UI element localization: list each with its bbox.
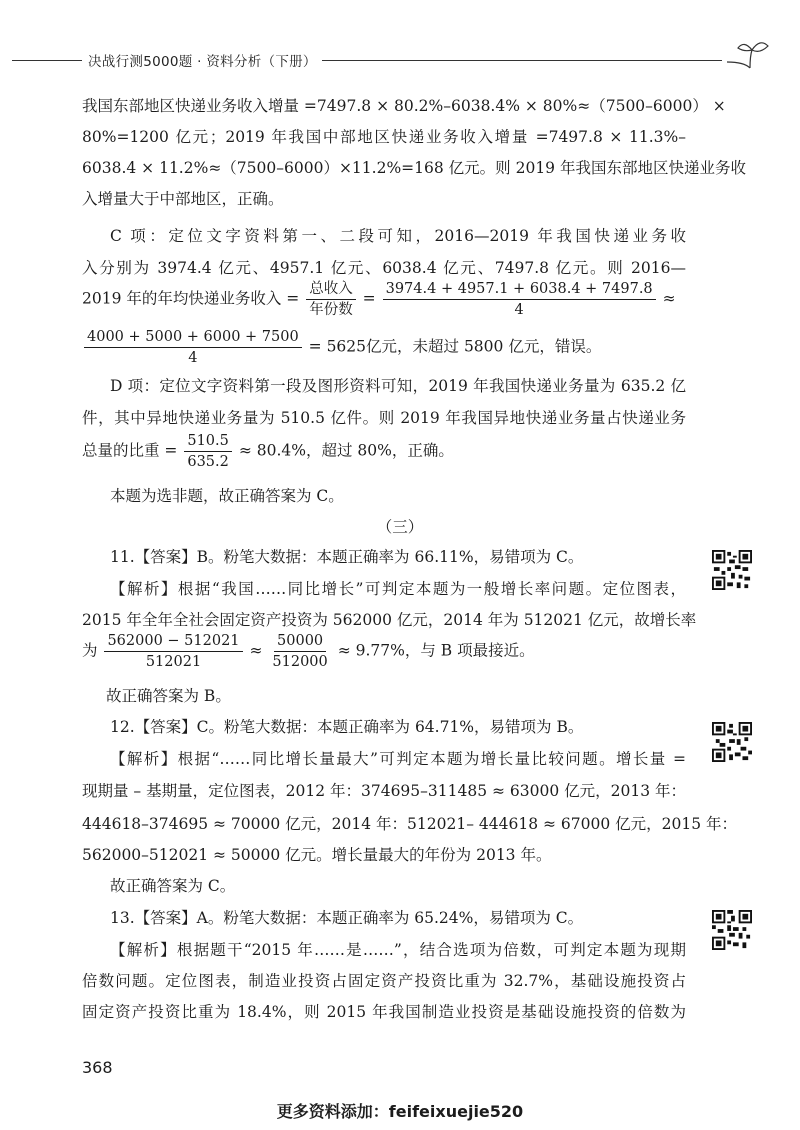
running-header [0,38,800,78]
fraction-denominator: 年份数 [309,302,353,318]
d-option-line1: D 项：定位文字资料第一段及图形资料可知，2019 年我国快递业务量为 635.2 亿 [110,377,686,395]
q12-explanation-line3: 444618–374695 ≈ 70000 亿元，2014 年：512021– 444618 ≈ 67000 亿元，2015 年： [82,815,738,833]
approx-sign: ≈ [249,641,263,660]
fraction-yearly-sum [383,280,656,319]
q11-formula [82,632,535,671]
q13-explanation-line3: 固定资产投资比重为 18.4%，则 2015 年我国制造业投资是基础设施投资的倍数为 [82,1003,686,1021]
q11-conclusion: 故正确答案为 B。 [106,687,231,705]
q11-explanation-line2: 2015 年全年全社会固定资产投资为 562000 亿元，2014 年为 512021 亿元，故增长率 [82,611,697,629]
q12-explanation-line2: 现期量 – 基期量，定位图表，2012 年：374695–311485 ≈ 63000 亿元，2013 年： [82,782,687,800]
answer-conclusion: 本题为选非题，故正确答案为 C。 [110,487,344,505]
q12-explanation-line1: 【解析】根据“……同比增长量最大”可判定本题为增长量比较问题。增长量 = [110,750,686,768]
fraction-denominator: 512000 [272,654,328,670]
fraction-total-income [306,280,356,319]
page-number: 368 [82,1058,113,1077]
header-rule-left [12,60,82,61]
fraction-denominator: 512021 [145,654,202,670]
d-option-formula [82,432,454,471]
c-option-formula [82,280,676,319]
fraction-numerator: 50000 [274,632,326,652]
fraction-numerator: 510.5 [184,432,232,452]
fraction-growth-approx [269,632,330,671]
fraction-share [184,432,232,471]
q11-formula-prefix: 为 [82,641,98,660]
b-option-line4: 入增量大于中部地区，正确。 [82,190,284,208]
fraction-denominator: 635.2 [187,454,229,470]
fraction-numerator: 562000 − 512021 [104,632,242,652]
q11-explanation-line1: 【解析】根据“我国……同比增长”可判定本题为一般增长率问题。定位图表， [110,580,686,598]
d-option-line2: 件，其中异地快递业务量为 510.5 亿件。则 2019 年我国异地快递业务量占快递业务 [82,409,686,427]
sprout-icon [722,38,772,70]
fraction-denominator: 4 [514,302,524,318]
footer-note: 更多资料添加：feifeixuejie520 [276,1102,524,1121]
c-option-conclusion: = 5625亿元，未超过 5800 亿元，错误。 [308,337,602,356]
c-option-line1: C 项：定位文字资料第一、二段可知，2016—2019 年我国快递业务收 [110,227,686,245]
section-title: （三） [376,518,424,536]
b-option-line2: 80%=1200 亿元；2019 年我国中部地区快递业务收入增量 =7497.8 × 11.3%– [82,128,686,146]
d-option-formula-prefix: 总量的比重 = [82,441,178,460]
qr-code-icon[interactable] [712,550,752,590]
q13-explanation-line2: 倍数问题。定位图表，制造业投资占固定资产投资比重为 32.7%，基础设施投资占 [82,972,686,990]
q11-answer: 11.【答案】B。粉笔大数据：本题正确率为 66.11%，易错项为 C。 [110,548,584,566]
fraction-numerator: 3974.4 + 4957.1 + 6038.4 + 7497.8 [383,280,656,300]
q13-answer: 13.【答案】A。粉笔大数据：本题正确率为 65.24%，易错项为 C。 [110,909,584,927]
c-option-line2: 入分别为 3974.4 亿元、4957.1 亿元、6038.4 亿元、7497.8 亿元。则 2016— [82,259,686,277]
q12-explanation-line4: 562000–512021 ≈ 50000 亿元。增长量最大的年份为 2013 年。 [82,846,552,864]
approx-sign: ≈ [662,289,676,308]
fraction-numerator: 总收入 [306,280,356,300]
q12-conclusion: 故正确答案为 C。 [110,877,236,895]
fraction-denominator: 4 [188,350,198,366]
qr-code-icon[interactable] [712,722,752,762]
fraction-numerator: 4000 + 5000 + 6000 + 7500 [84,328,302,348]
q11-formula-suffix: ≈ 9.77%，与 B 项最接近。 [337,641,535,660]
fraction-rounded-sum [84,328,302,367]
c-option-formula-prefix: 2019 年的年均快递业务收入 = [82,289,300,308]
q13-explanation-line1: 【解析】根据题干“2015 年……是……”，结合选项为倍数，可判定本题为现期 [110,941,686,959]
d-option-conclusion: ≈ 80.4%，超过 80%，正确。 [238,441,454,460]
book-title: 决战行测5000题 · 资料分析（下册） [88,54,317,70]
b-option-line1: 我国东部地区快递业务收入增量 =7497.8 × 80.2%–6038.4% × 80%≈（7500–6000） × [82,97,726,115]
q12-answer: 12.【答案】C。粉笔大数据：本题正确率为 64.71%，易错项为 B。 [110,718,584,736]
fraction-growth [104,632,242,671]
b-option-line3: 6038.4 × 11.2%≈（7500–6000）×11.2%=168 亿元。则 2019 年我国东部地区快递业务收 [82,159,746,177]
equals-sign: = [362,289,376,308]
header-rule-right [322,60,722,61]
c-option-formula-continued [82,328,601,367]
qr-code-icon[interactable] [712,910,752,950]
